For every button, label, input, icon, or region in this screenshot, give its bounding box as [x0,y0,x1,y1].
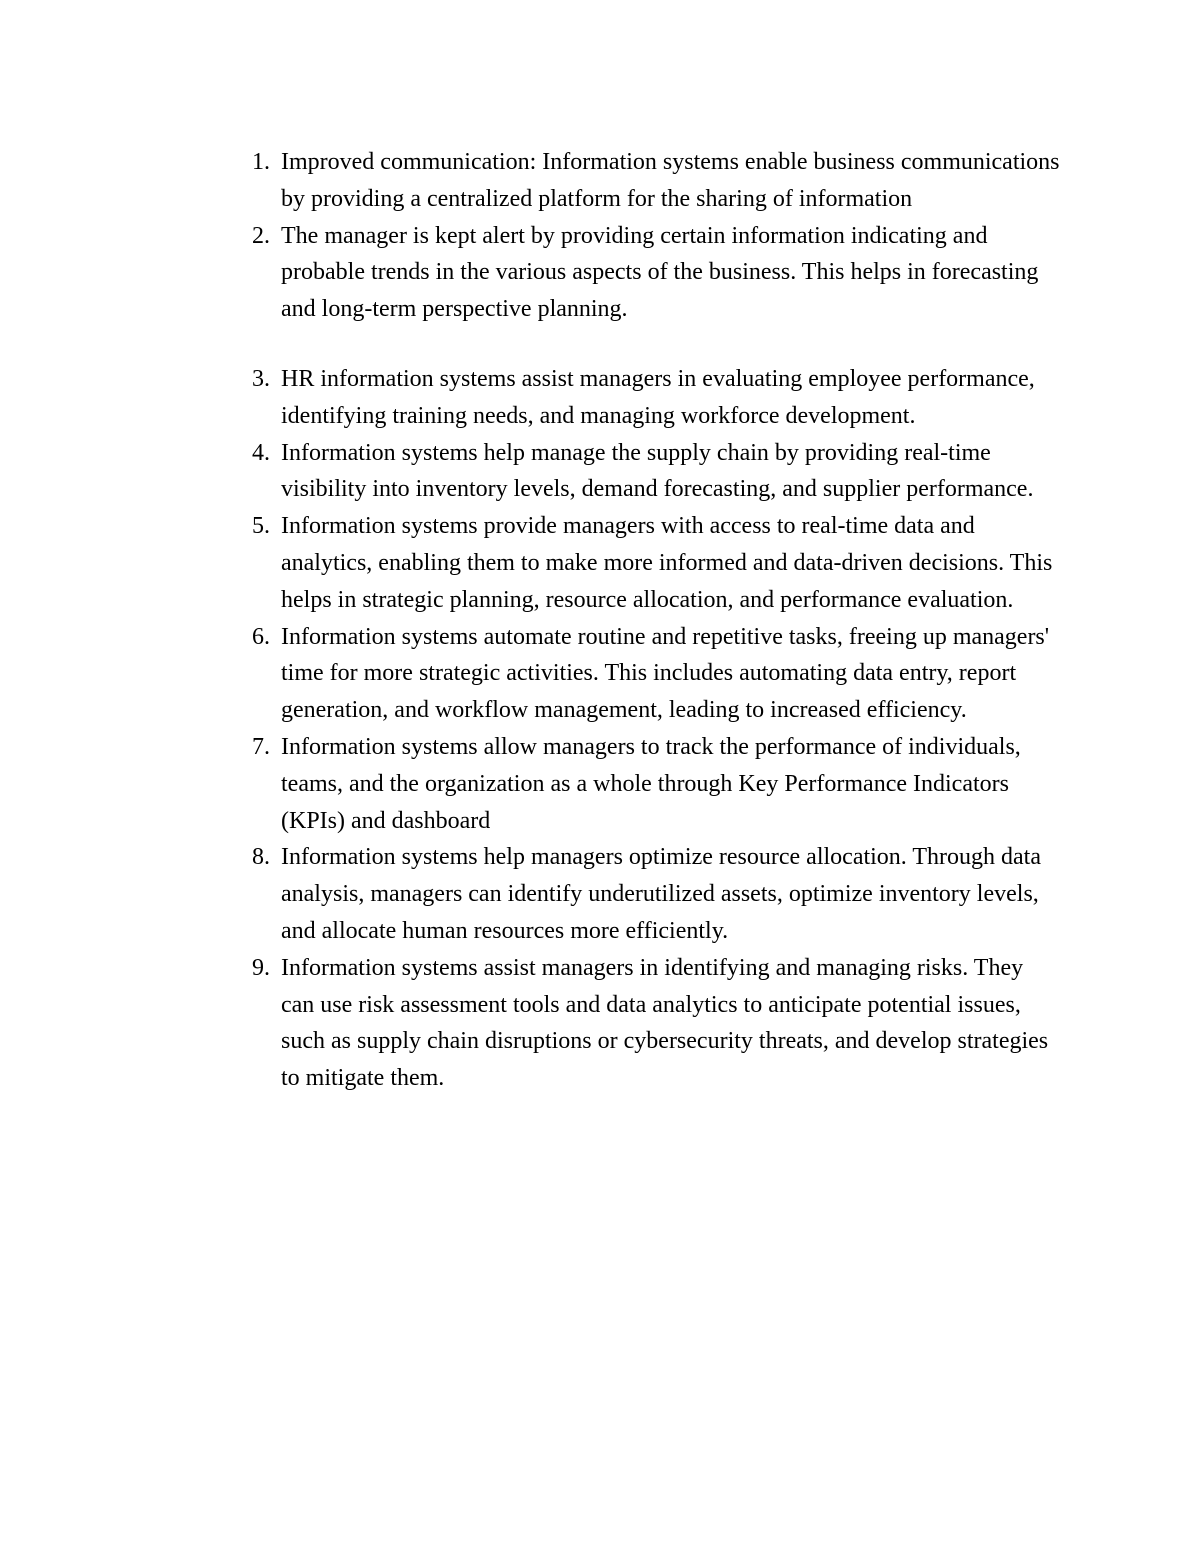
list-item-number: 6. [252,623,270,650]
list-item-number: 5. [252,513,270,540]
list-item-8 [240,839,1060,949]
list-item-6 [240,619,1060,729]
list-item-number: 9. [252,954,270,981]
list-item-number: 8. [252,844,270,871]
list-item-text: Information systems help manage the supply chain by providing real-time visibility into inventory levels, demand forecasting, and supplier performance. [281,439,1034,503]
list-item-text: Information systems help managers optimize resource allocation. Through data analysis, managers can identify underutilized assets, optimize inventory levels, and allocate human resources more efficiently. [281,844,1041,944]
list-item-4 [240,435,1060,509]
list-item-9 [240,950,1060,1097]
list-item-2 [240,218,1060,328]
list-item-7 [240,729,1060,839]
list-item-number: 2. [252,222,270,249]
list-item-text: The manager is kept alert by providing certain information indicating and probable trends in the various aspects of the business. This helps in forecasting and long-term perspective planning. [281,222,1039,323]
list-item-number: 1. [252,149,270,175]
list-item-number: 4. [252,439,270,466]
list-item-3 [240,361,1060,435]
list-item-5 [240,508,1060,618]
list-item-text: HR information systems assist managers in evaluating employee performance, identifying training needs, and managing workforce development. [281,365,1035,429]
list-item-text: Information systems allow managers to track the performance of individuals, teams, and the organization as a whole through Key Performance Indicators (KPIs) and dashboard [281,733,1021,834]
list-item-text: Information systems assist managers in identifying and managing risks. They can use risk assessment tools and data analytics to anticipate potential issues, such as supply chain disruptions or cybersecurity threats, and develop strategies to mitigate them. [281,954,1049,1092]
list-item-number: 3. [252,365,270,392]
list-item-text: Information systems provide managers with access to real-time data and analytics, enabling them to make more informed and data-driven decisions. This helps in strategic planning, resource allocation, and performance evaluation. [281,513,1053,613]
numbered-list [240,144,1060,1097]
list-item-text: Information systems automate routine and repetitive tasks, freeing up managers' time for more strategic activities. This includes automating data entry, report generation, and workflow management, leading to increased efficiency. [281,623,1050,724]
list-item-number: 7. [252,733,270,760]
list-item-text: Improved communication: Information systems enable business communications by providing a centralized platform for the sharing of information [281,149,1060,212]
list-item-1 [240,144,1060,218]
